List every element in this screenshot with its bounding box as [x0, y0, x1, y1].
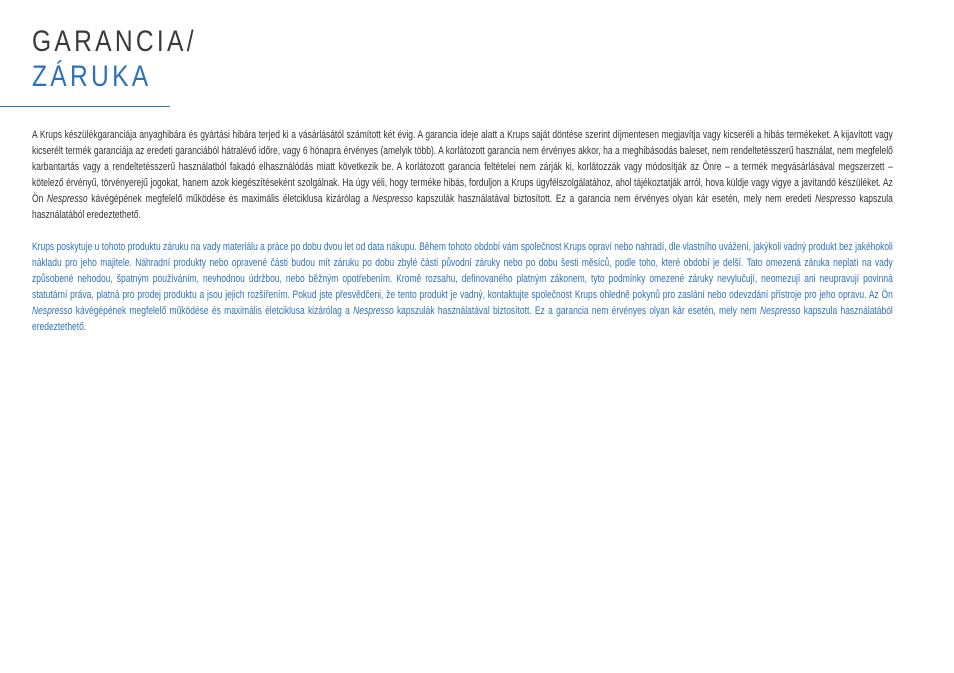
warranty-text: [32, 127, 893, 335]
hu-text-1: A Krups készülékgaranciája anyaghibára és gyártási hibára terjed ki a vásárlásától számított két évig. A garancia ideje alatt a Krups saját döntése szerint díjmentesen megjavítja vagy kicseréli a hibás termékeket. A kijavított vagy kicserélt termék garanciája az eredeti garanciából hátralévő időre, vagy 6 hónapra érvényes (amelyik több). A korlátozott garancia nem érvényes akkor, ha a meghibásodás baleset, nem rendeltetésszerű használat, nem megfelelő karbantartás vagy a rendeltetésszerű használatból fakadó elhasználódás miatt következik be. A korlátozott garancia feltételei nem zárják ki, korlátozzák vagy módosítják az Önre – a termék megvásárlásával megszerzett – kötelező érvényű, törvényerejű jogokat, hanem azok kiegészítéseként szolgálnak. Ha úgy véli, hogy terméke hibás, forduljon a Krups ügyfélszolgálatához, ahol tájékoztatják arról, hova küldje vagy vigye a javítandó készüléket. Az Ön: [32, 129, 893, 205]
hu-brand-3: Nespresso: [815, 193, 856, 205]
cz-brand-1: Nespresso: [32, 305, 73, 317]
paragraph-czech: [32, 239, 893, 335]
cz-brand-2: Nespresso: [353, 305, 394, 317]
cz-text-2: kávégépének megfelelő működése és maximális életciklusa kizárólag a: [72, 305, 354, 317]
title-czech: ZÁRUKA: [32, 60, 152, 93]
hu-text-4: kapszula használatából eredeztethető.: [32, 193, 893, 221]
hu-brand-2: Nespresso: [372, 193, 413, 205]
cz-text-1: Krups poskytuje u tohoto produktu záruku na vady materiálu a práce po dobu dvou let od data nákupu. Během tohoto období vám společnost Krups opraví nebo nahradí, dle vlastního uvážení, jakýkoli vadný produkt bez jakéhokoli nákladu pro jeho majitele. Náhradní produkty nebo opravené části budou mít záruku po dobu zbylé části původní záruky nebo po dobu šesti měsíců, podle toho, které období je delší. Tato omezená záruka neplatí na vady způsobené nehodou, špatným používáním, nevhodnou údržbou, nebo běžným opotřebením. Kromě rozsahu, definovaného platným zákonem, tyto podmínky omezené záruky nevylučují, neomezují ani neupravují povinná statutární práva, platná pro prodej produktu a jsou jejich rozšířením. Pokud jste přesvědčeni, že tento produkt je vadný, kontaktujte společnost Krups ohledně pokynů pro zaslání nebo odevzdání přístroje pro jeho opravu. Az Ön: [32, 241, 893, 301]
paragraph-hungarian: [32, 127, 893, 223]
hu-brand-1: Nespresso: [47, 193, 88, 205]
title-hungarian: GARANCIA/: [32, 25, 197, 58]
cz-brand-3: Nespresso: [759, 305, 801, 317]
hu-text-2: kávégépének megfelelő működése és maximális életciklusa kizárólag a: [87, 193, 373, 205]
page-title: [32, 24, 197, 94]
cz-text-4: kapszula használatából eredeztethető.: [32, 305, 893, 333]
hu-text-3: kapszulák használatával biztosított. Ez a garancia nem érvényes olyan kár esetén, mely nem eredeti: [412, 193, 816, 205]
title-underline: [0, 106, 170, 107]
cz-text-3: kapszulák használatával biztosított. Ez a garancia nem érvényes olyan kár esetén, mely nem: [393, 305, 760, 317]
